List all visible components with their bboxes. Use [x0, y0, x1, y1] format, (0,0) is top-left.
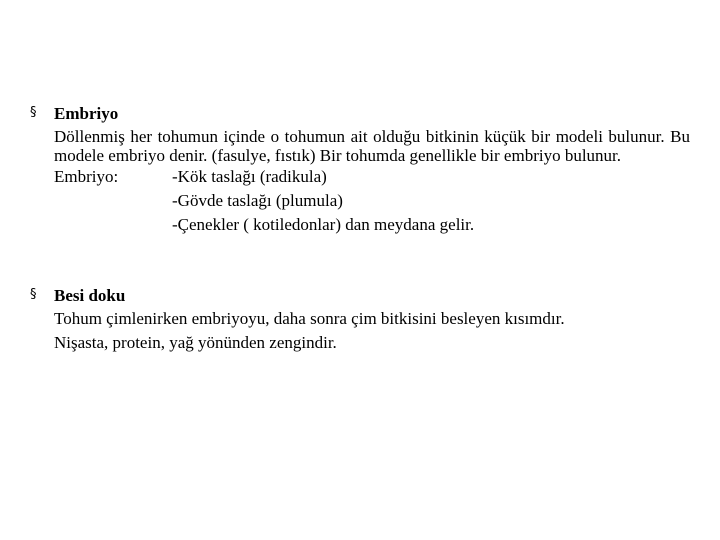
bullet-square-icon: §: [30, 287, 37, 302]
parts-row: [54, 213, 690, 237]
bullet-embriyo: [30, 102, 690, 237]
part-item: -Kök taslağı (radikula): [172, 167, 327, 186]
section-line: Tohum çimlenirken embriyoyu, daha sonra çim bitkisini besleyen kısımdır.: [54, 309, 565, 328]
bullet-besi-doku: [30, 284, 690, 355]
section-paragraph: Döllenmiş her tohumun içinde o tohumun ait olduğu bitkinin küçük bir modeli bulunur. Bu modele embriyo denir. (fasulye, fıstık) Bir tohumda genellikle bir embriyo bulunur.: [54, 127, 690, 165]
part-item: -Çenekler ( kotiledonlar) dan meydana gelir.: [172, 215, 475, 234]
parts-row: [54, 189, 690, 213]
section-line: Nişasta, protein, yağ yönünden zengindir.: [54, 333, 337, 352]
bullet-content: [54, 284, 690, 355]
section-title: Besi doku: [54, 286, 126, 305]
section-title: Embriyo: [54, 104, 119, 123]
bullet-square-icon: §: [30, 105, 37, 120]
bullet-content: [54, 102, 690, 237]
parts-row: [54, 165, 690, 189]
parts-label: Embriyo:: [54, 167, 119, 186]
part-item: -Gövde taslağı (plumula): [172, 191, 343, 210]
